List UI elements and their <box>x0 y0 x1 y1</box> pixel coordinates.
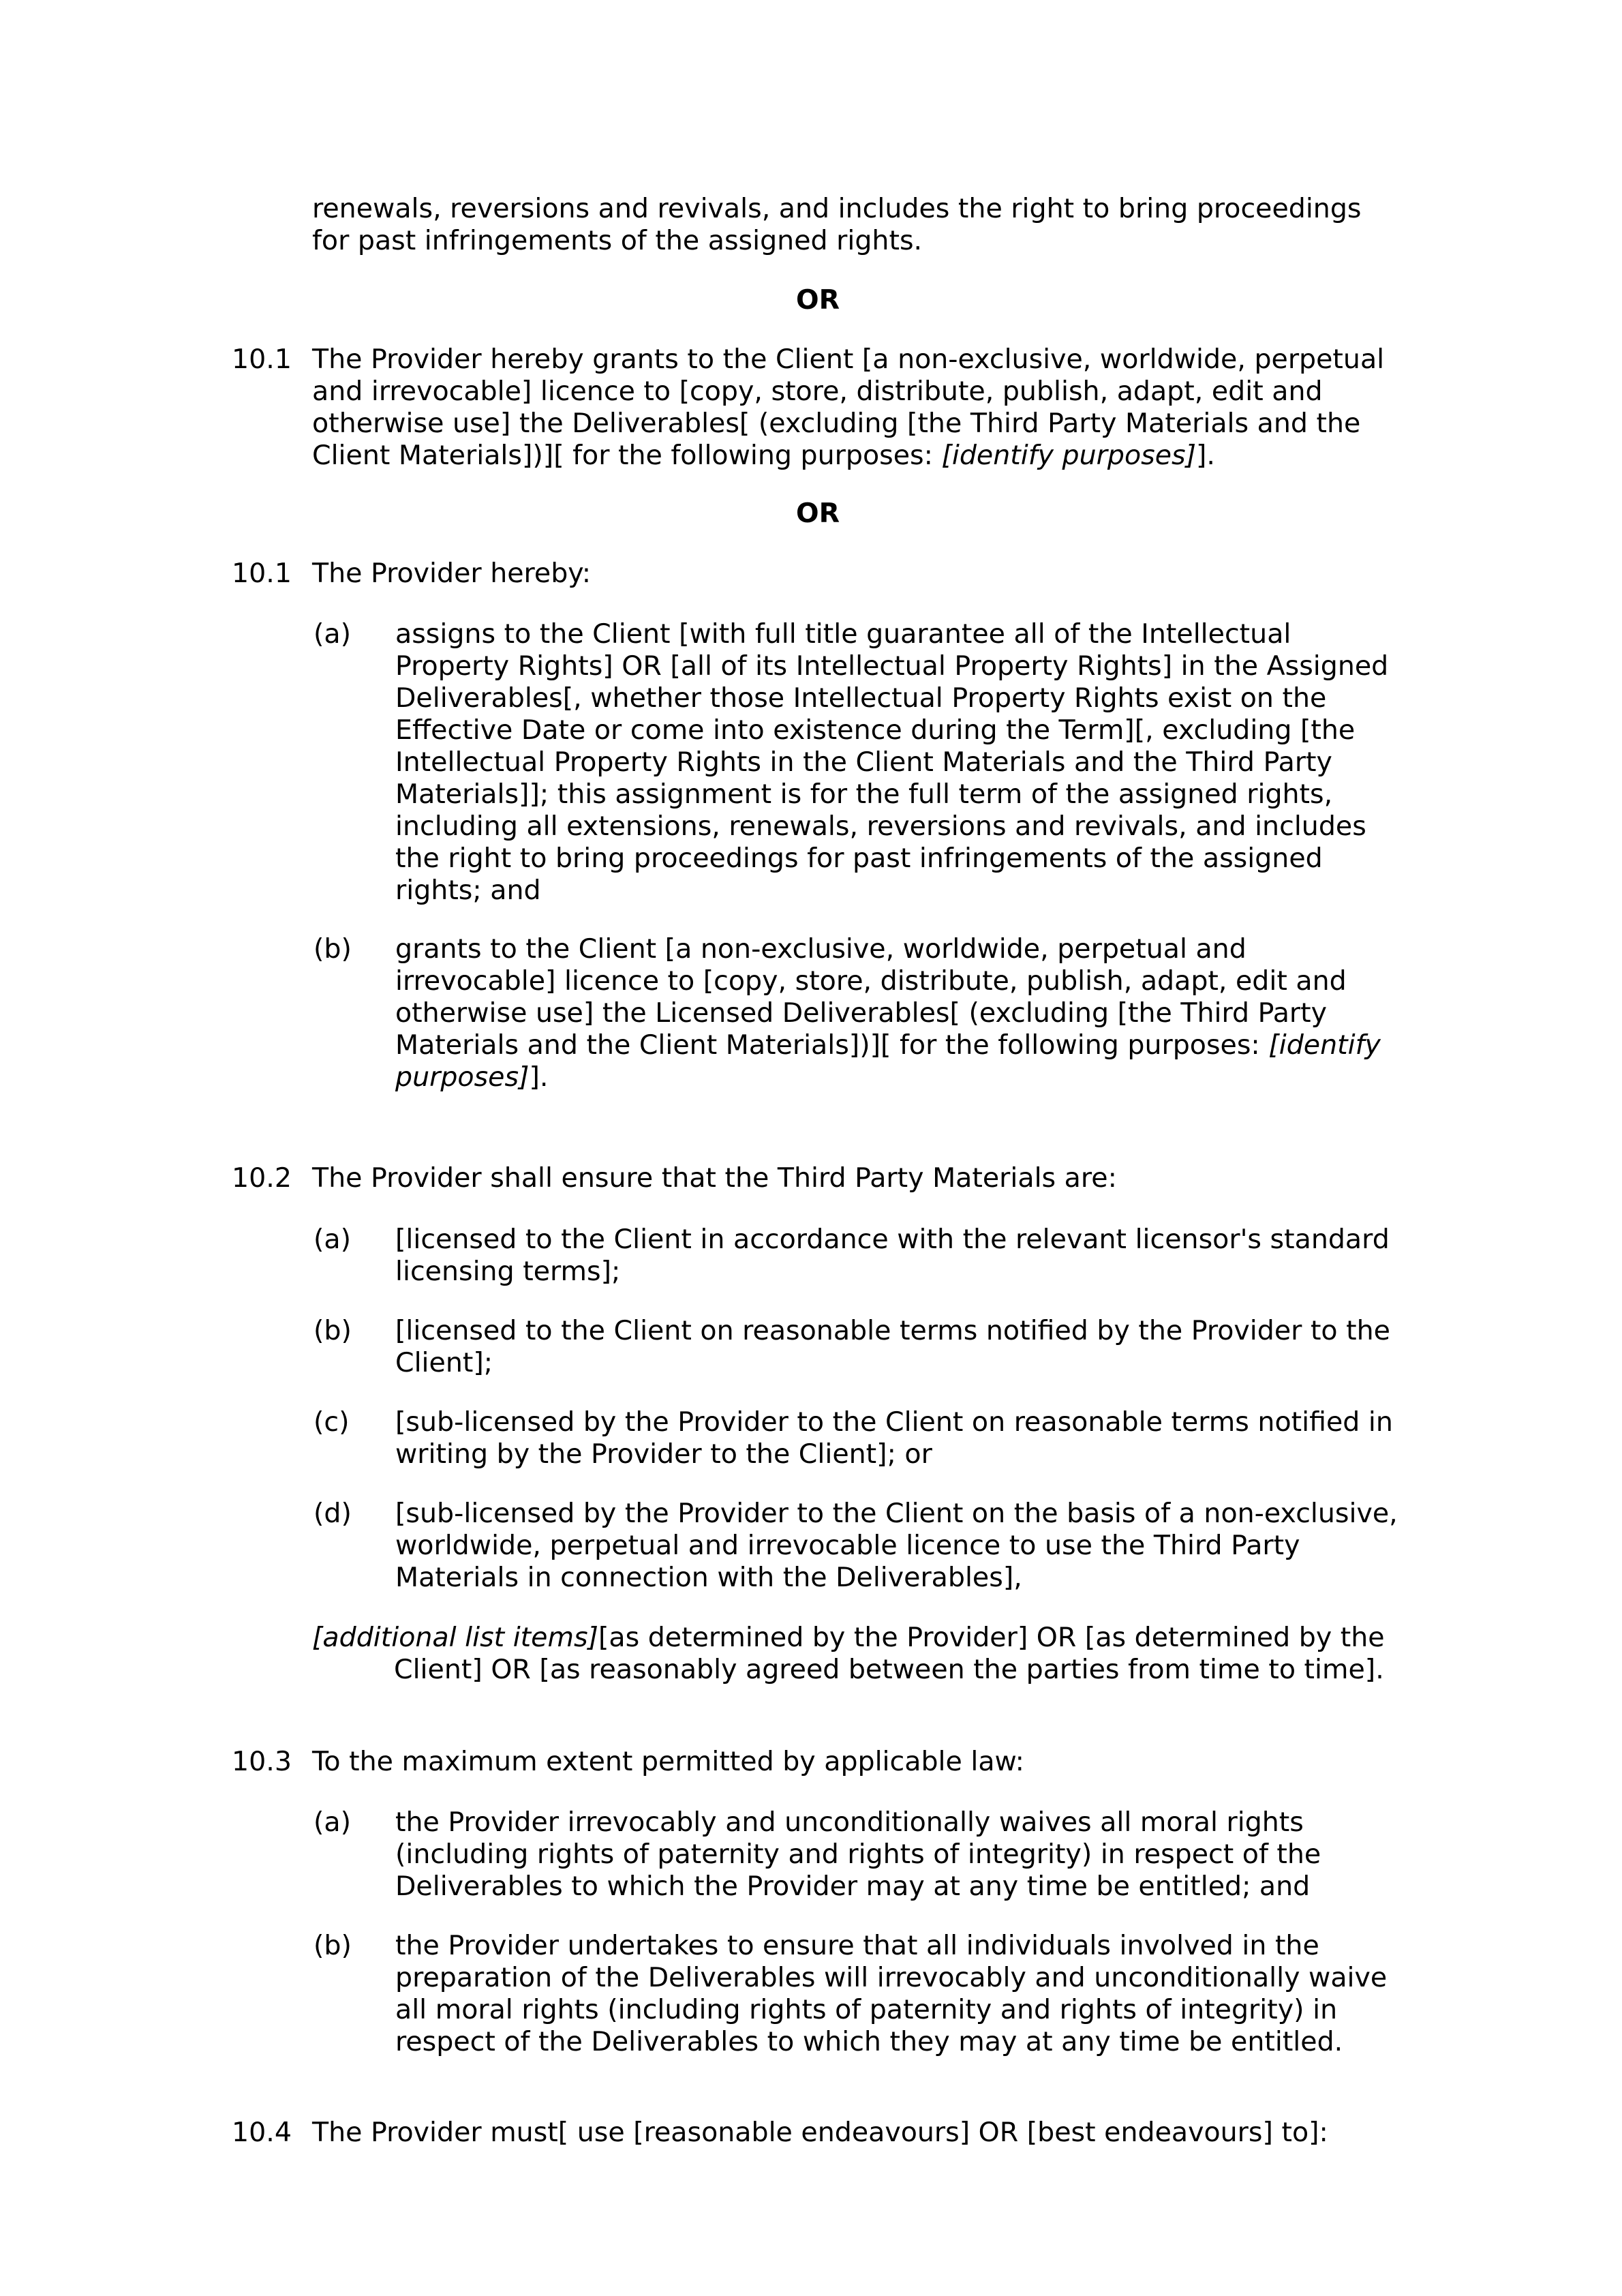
clause-number: 10.3 <box>232 1746 292 1777</box>
or-separator-1 <box>232 284 1404 316</box>
list-item-label: (a) <box>313 1224 352 1255</box>
list-item-label: (b) <box>313 1315 352 1346</box>
list-item-text: assigns to the Client [with full title guarantee all of the Intellectual Property Rights] OR [all of its Intellectual Property Rights] in the Assigned Deliverables[, whether those Intellectual Property Rights exist on the Effective Date or come into existence during the Term][, excluding [the Intellectual Property Rights in the Client Materials and the Third Party Materials]]; this assignment is for the full term of the assigned rights, including all extensions, renewals, reversions and revivals, and includes the right to bring proceedings for past infringements of the assigned rights; and <box>395 618 1389 906</box>
list-item-text: [sub-licensed by the Provider to the Client on reasonable terms notified in writing by the Provider to the Client]; or <box>395 1406 1393 1470</box>
clause-10-1-item-b <box>232 933 1404 1093</box>
clause-10-3-item-a <box>232 1807 1404 1903</box>
intro-paragraph <box>232 193 1404 257</box>
clause-paragraph <box>232 1746 1404 1778</box>
clause-10-2-item-c <box>232 1406 1404 1470</box>
list-item-label: (c) <box>313 1406 350 1438</box>
clause-text: The Provider shall ensure that the Third Party Materials are: <box>312 1162 1117 1194</box>
clause-10-1-alt1 <box>232 344 1404 472</box>
clause-number: 10.4 <box>232 2117 292 2148</box>
intro-text: renewals, reversions and revivals, and includes the right to bring proceedings for past infringements of the assigned rights. <box>312 193 1362 256</box>
clause-text: The Provider hereby: <box>312 558 592 589</box>
clause-10-2-item-d <box>232 1498 1404 1594</box>
list-item-text: [licensed to the Client in accordance with the relevant licensor's standard licensing terms]; <box>395 1224 1390 1287</box>
clause-placeholder: [identify purposes] <box>941 440 1197 471</box>
list-item-text: grants to the Client [a non-exclusive, worldwide, perpetual and irrevocable] licence to [copy, store, distribute, publish, adapt, edit and otherwise use] the Licensed Deliverables[ (excluding [the Third Party Materials and the Client Materials])][ for the following purposes: <box>395 933 1347 1061</box>
or-label: OR <box>796 284 840 316</box>
clause-number: 10.1 <box>232 558 292 589</box>
list-item <box>232 933 1404 1093</box>
additional-items-placeholder: [additional list items] <box>312 1622 598 1653</box>
clause-paragraph <box>232 1162 1404 1194</box>
clause-10-1-alt2 <box>232 558 1404 590</box>
clause-10-2 <box>232 1162 1404 1194</box>
additional-items-paragraph <box>232 1622 1404 1686</box>
clause-10-3-item-b <box>232 1930 1404 2058</box>
clause-text: The Provider must[ use [reasonable endeavours] OR [best endeavours] to]: <box>312 2117 1328 2148</box>
list-item-label: (b) <box>313 933 352 965</box>
list-item <box>232 1224 1404 1288</box>
clause-text: The Provider hereby grants to the Client [a non-exclusive, worldwide, perpetual and irrevocable] licence to [copy, store, distribute, publish, adapt, edit and otherwise use] the Deliverables[ (excluding [the Third Party Materials and the Client Materials])][ for the following purposes: <box>312 344 1385 471</box>
list-item <box>232 618 1404 907</box>
clause-10-2-item-b <box>232 1315 1404 1379</box>
or-separator-2 <box>232 498 1404 530</box>
clause-10-4 <box>232 2117 1404 2149</box>
list-item <box>232 1930 1404 2058</box>
clause-number: 10.2 <box>232 1162 292 1194</box>
clause-text-end: ]. <box>1196 440 1215 471</box>
list-item <box>232 1315 1404 1379</box>
list-item-label: (a) <box>313 618 352 650</box>
clause-10-2-item-a <box>232 1224 1404 1288</box>
clause-text: To the maximum extent permitted by applicable law: <box>312 1746 1024 1777</box>
clause-number: 10.1 <box>232 344 292 375</box>
list-item-label: (b) <box>313 1930 352 1961</box>
list-item <box>232 1498 1404 1594</box>
additional-items-text: [as determined by the Provider] OR [as determined by the Client] OR [as reasonably agreed between the parties from time to time]. <box>394 1622 1385 1685</box>
list-item-label: (a) <box>313 1807 352 1838</box>
list-item-text: [sub-licensed by the Provider to the Client on the basis of a non-exclusive, worldwide, perpetual and irrevocable licence to use the Third Party Materials in connection with the Deliverables], <box>395 1498 1398 1593</box>
clause-10-2-additional <box>232 1622 1404 1686</box>
list-item-text: the Provider undertakes to ensure that all individuals involved in the preparation of the Deliverables will irrevocably and unconditionally waive all moral rights (including rights of paternity and rights of integrity) in respect of the Deliverables to which they may at any time be entitled. <box>395 1930 1388 2057</box>
clause-paragraph <box>232 558 1404 590</box>
or-label: OR <box>796 498 840 529</box>
list-item-text: the Provider irrevocably and unconditionally waives all moral rights (including rights of paternity and rights of integrity) in respect of the Deliverables to which the Provider may at any time be entitled; and <box>395 1807 1321 1902</box>
clause-paragraph <box>232 2117 1404 2149</box>
list-item-label: (d) <box>313 1498 352 1529</box>
list-item <box>232 1807 1404 1903</box>
list-item-text: [licensed to the Client on reasonable terms notified by the Provider to the Client]; <box>395 1315 1390 1378</box>
clause-10-3 <box>232 1746 1404 1778</box>
list-item-text-end: ]. <box>529 1061 549 1093</box>
list-item-placeholder: [identify purposes] <box>395 1029 1381 1093</box>
clause-paragraph <box>232 344 1404 472</box>
list-item <box>232 1406 1404 1470</box>
clause-10-1-item-a <box>232 618 1404 907</box>
